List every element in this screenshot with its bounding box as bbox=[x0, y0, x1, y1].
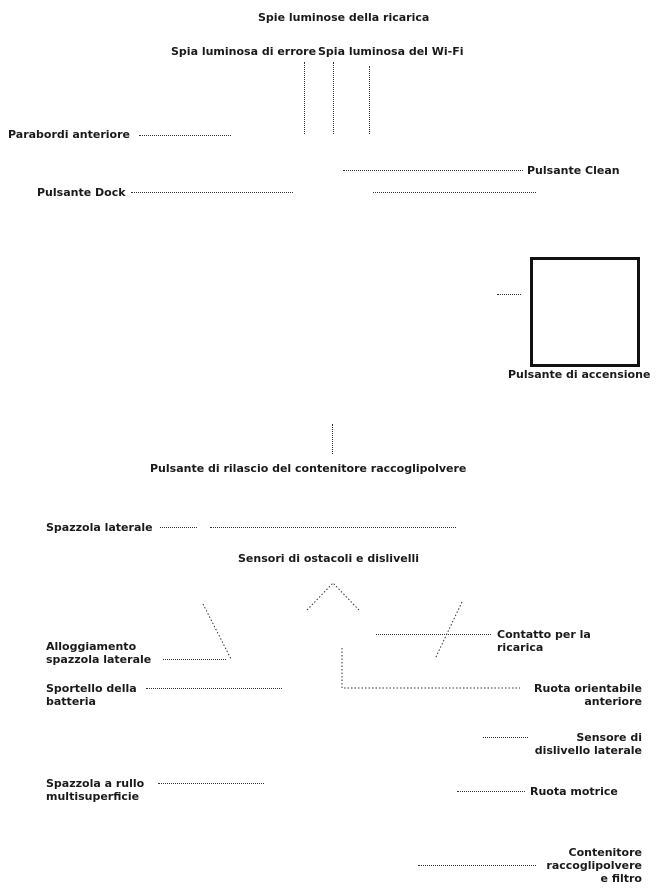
label-clean-button: Pulsante Clean bbox=[527, 164, 620, 177]
label-charging-contact-2: ricarica bbox=[497, 641, 544, 654]
label-front-bumper: Parabordi anteriore bbox=[8, 128, 130, 141]
label-wifi-light: Spia luminosa del Wi-Fi bbox=[318, 45, 464, 58]
leader-dust-bin bbox=[418, 865, 536, 866]
label-side-brush-housing-1: Alloggiamento bbox=[46, 640, 137, 653]
leader-drive-wheel bbox=[457, 791, 525, 792]
label-caster-wheel-1: Ruota orientabile bbox=[534, 682, 642, 695]
leader-caster-wheel bbox=[342, 648, 520, 688]
label-drive-wheel: Ruota motrice bbox=[530, 785, 618, 798]
label-error-light: Spia luminosa di errore bbox=[171, 45, 317, 58]
label-obstacle-sensors: Sensori di ostacoli e dislivelli bbox=[238, 552, 420, 565]
label-charging-contact-1: Contatto per la bbox=[497, 628, 591, 641]
label-bin-release-button: Pulsante di rilascio del contenitore raccoglipolvere bbox=[150, 462, 467, 475]
label-roller-brush-1: Spazzola a rullo bbox=[46, 777, 145, 790]
leader-side-brush-housing-h bbox=[163, 659, 226, 660]
leader-obstacle-sensors bbox=[307, 583, 359, 610]
label-dust-bin-2: raccoglipolvere bbox=[546, 859, 642, 872]
label-dock-button: Pulsante Dock bbox=[37, 186, 126, 199]
label-dust-bin-3: e filtro bbox=[600, 872, 642, 885]
label-battery-door-1: Sportello della bbox=[46, 682, 137, 695]
label-cliff-sensor-2: dislivello laterale bbox=[534, 744, 642, 757]
label-cliff-sensor-1: Sensore di bbox=[576, 731, 642, 744]
label-power-button: Pulsante di accensione bbox=[508, 368, 651, 381]
label-caster-wheel-2: anteriore bbox=[584, 695, 642, 708]
leader-side-brush-housing bbox=[203, 604, 231, 659]
leader-roller-brush bbox=[158, 783, 264, 784]
label-battery-door-2: batteria bbox=[46, 695, 96, 708]
label-charging-lights: Spie luminose della ricarica bbox=[258, 11, 430, 24]
leader-charging-contact-h bbox=[376, 634, 491, 635]
label-dust-bin-1: Contenitore bbox=[568, 846, 642, 859]
leader-charging-contact bbox=[435, 602, 462, 659]
leader-cliff-sensor bbox=[483, 737, 528, 738]
label-side-brush-housing-2: spazzola laterale bbox=[46, 653, 152, 666]
leader-battery-door bbox=[146, 688, 282, 689]
label-roller-brush-2: multisuperficie bbox=[46, 790, 140, 803]
label-side-brush: Spazzola laterale bbox=[46, 521, 153, 534]
